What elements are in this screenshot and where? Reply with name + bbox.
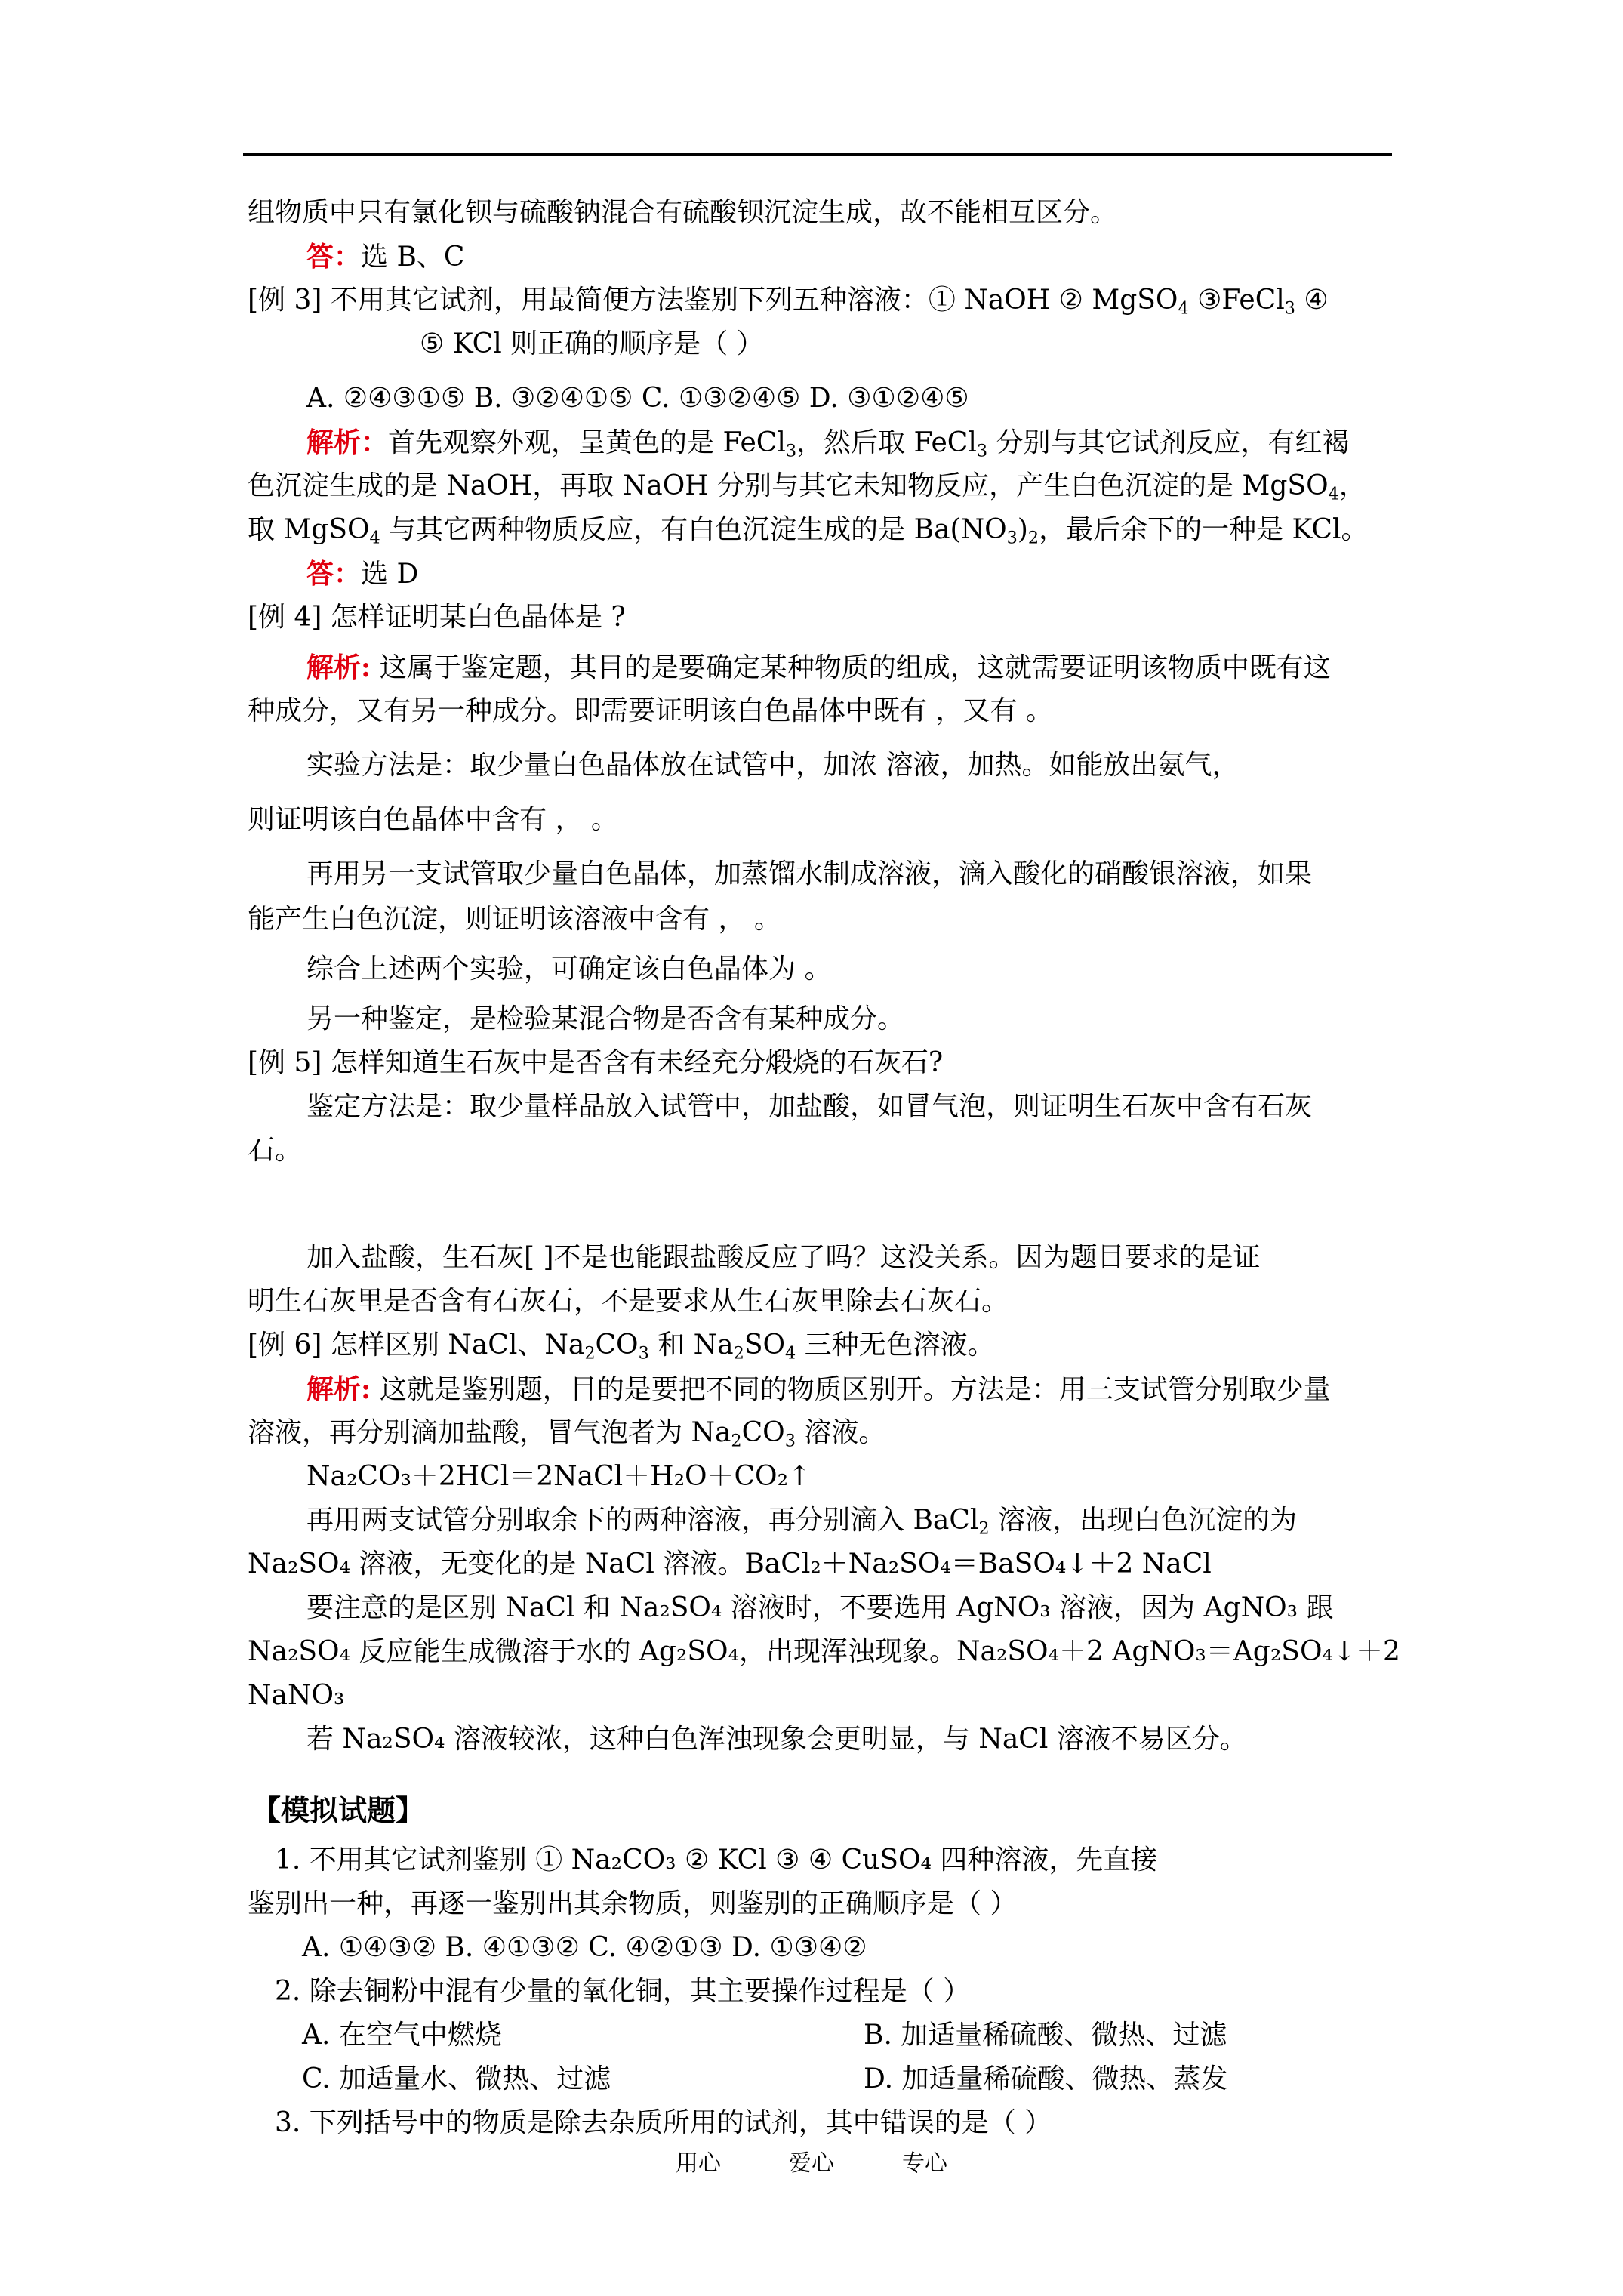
analysis-4-line2: 种成分，又有另一种成分。即需要证明该白色晶体中既有 ，又有 。: [248, 695, 1053, 726]
example-6-line8: 若 Na₂SO₄ 溶液较浓，这种白色浑浊现象会更明显，与 NaCl 溶液不易区分。: [306, 1724, 1247, 1755]
example-5-line3: 加入盐酸，生石灰[ ]不是也能跟盐酸反应了吗？这没关系。因为题目要求的是证: [306, 1242, 1261, 1273]
question-2-option-c: C. 加适量水、微热、过滤: [302, 2063, 611, 2094]
example-5-line4: 明生石灰里是否含有石灰石，不是要求从生石灰里除去石灰石。: [248, 1286, 1009, 1317]
equation-1: Na₂CO₃＋2HCl＝2NaCl＋H₂O＋CO₂↑: [306, 1461, 812, 1492]
experiment-line2: 则证明该白色晶体中含有 ， 。: [248, 804, 618, 835]
example-3-line2: ⑤ KCl 则正确的顺序是（ ）: [420, 328, 764, 359]
analysis-6-line2: 溶液，再分别滴加盐酸，冒气泡者为 $Na_2CO_3$ 溶液。: [248, 1417, 886, 1451]
footer-text: 爱心: [789, 2150, 834, 2177]
experiment-line4: 能产生白色沉淀，则证明该溶液中含有 ， 。: [248, 904, 781, 935]
experiment-line3: 再用另一支试管取少量白色晶体，加蒸馏水制成溶液，滴入酸化的硝酸银溶液，如果: [306, 858, 1313, 889]
example-3-options: A. ②④③①⑤ B. ③②④①⑤ C. ①③②④⑤ D. ③①②④⑤: [306, 383, 969, 414]
question-1-options: A. ①④③② B. ④①③② C. ④②①③ D. ①③④②: [302, 1932, 867, 1963]
question-2-option-d: D. 加适量稀硫酸、微热、蒸发: [864, 2063, 1228, 2094]
answer-line: [306, 242, 464, 273]
example-6-line4: Na₂SO₄ 溶液，无变化的是 NaCl 溶液。BaCl₂＋Na₂SO₄＝BaSO₄↓＋2 NaCl: [248, 1549, 1212, 1579]
text-line: 组物质中只有氯化钡与硫酸钠混合有硫酸钡沉淀生成，故不能相互区分。: [248, 197, 1118, 228]
example-4-heading: [例 4] 怎样证明某白色晶体是 ?: [248, 602, 626, 633]
example-5-heading: [例 5] 怎样知道生石灰中是否含有未经充分煅烧的石灰石?: [248, 1047, 944, 1078]
experiment-line5: 综合上述两个实验，可确定该白色晶体为 。: [306, 954, 832, 985]
analysis-label: 解析：: [306, 427, 389, 458]
question-1-line1: 1. 不用其它试剂鉴别 ① Na₂CO₃ ② KCl ③ ④ CuSO₄ 四种溶液，先直接: [275, 1845, 1158, 1875]
answer-line: 答：选 D: [306, 558, 419, 590]
example-6-line6: Na₂SO₄ 反应能生成微溶于水的 Ag₂SO₄，出现浑浊现象。Na₂SO₄＋2 AgNO₃＝Ag₂SO₄↓＋2: [248, 1636, 1400, 1667]
question-2: 2. 除去铜粉中混有少量的氧化铜，其主要操作过程是（ ）: [275, 1976, 971, 2007]
question-1-line2: 鉴别出一种，再逐一鉴别出其余物质，则鉴别的正确顺序是（ ）: [248, 1888, 1018, 1919]
example-5-line2: 石。: [248, 1135, 303, 1166]
question-2-option-b: B. 加适量稀硫酸、微热、过滤: [864, 2020, 1227, 2051]
experiment-line1: 实验方法是：取少量白色晶体放在试管中，加浓 溶液，加热。如能放出氨气，: [306, 750, 1240, 781]
question-3: 3. 下列括号中的物质是除去杂质所用的试剂，其中错误的是（ ）: [275, 2107, 1052, 2138]
question-2-option-a: A. 在空气中燃烧: [302, 2020, 502, 2051]
experiment-line6: 另一种鉴定，是检验某混合物是否含有某种成分。: [306, 1003, 905, 1034]
analysis-4-line1: 解析: 这属于鉴定题，其目的是要确定某种物质的组成，这就需要证明该物质中既有这: [306, 652, 1331, 683]
section-title: 【模拟试题】: [252, 1793, 425, 1827]
example-6-line3: 再用两支试管分别取余下的两种溶液，再分别滴入 BaCl$_2$ 溶液，出现白色沉淀的为: [306, 1505, 1298, 1539]
example-3-heading: [例 3] 不用其它试剂，用最简便方法鉴别下列五种溶液：① NaOH ② MgSO$_4$ ③FeCl$_3$ ④: [248, 285, 1329, 319]
example-5-line1: 鉴定方法是：取少量样品放入试管中，加盐酸，如冒气泡，则证明生石灰中含有石灰: [306, 1091, 1313, 1122]
analysis-6-line1: 解析: 这就是鉴别题，目的是要把不同的物质区别开。方法是：用三支试管分别取少量: [306, 1373, 1331, 1405]
header-rule: [243, 153, 1392, 156]
footer-text: 专心: [902, 2150, 947, 2177]
footer-text: 用心: [676, 2150, 721, 2177]
page-footer: [0, 2144, 1623, 2177]
analysis-3-line3: 取 MgSO$_4$ 与其它两种物质反应，有白色沉淀生成的是 $Ba(NO_3)_2$，最后余下的一种是 KCl。: [248, 514, 1369, 548]
example-6-line7: NaNO₃: [248, 1680, 345, 1711]
example-6-line5: 要注意的是区别 NaCl 和 Na₂SO₄ 溶液时，不要选用 AgNO₃ 溶液，因为 AgNO₃ 跟: [306, 1592, 1334, 1623]
answer-label: 答：: [306, 241, 362, 273]
answer-text: 选 B、C: [361, 242, 465, 273]
example-6-heading: [例 6] 怎样区别 NaCl、$Na_2CO_3$ 和 $Na_2SO_4$ 三种无色溶液。: [248, 1330, 995, 1364]
analysis-3-line1: 解析：首先观察外观，呈黄色的是 FeCl$_3$，然后取 FeCl$_3$ 分别与其它试剂反应，有红褐: [306, 427, 1350, 461]
analysis-3-line2: 色沉淀生成的是 NaOH，再取 NaOH 分别与其它未知物反应，产生白色沉淀的是 MgSO$_4$，: [248, 470, 1366, 504]
